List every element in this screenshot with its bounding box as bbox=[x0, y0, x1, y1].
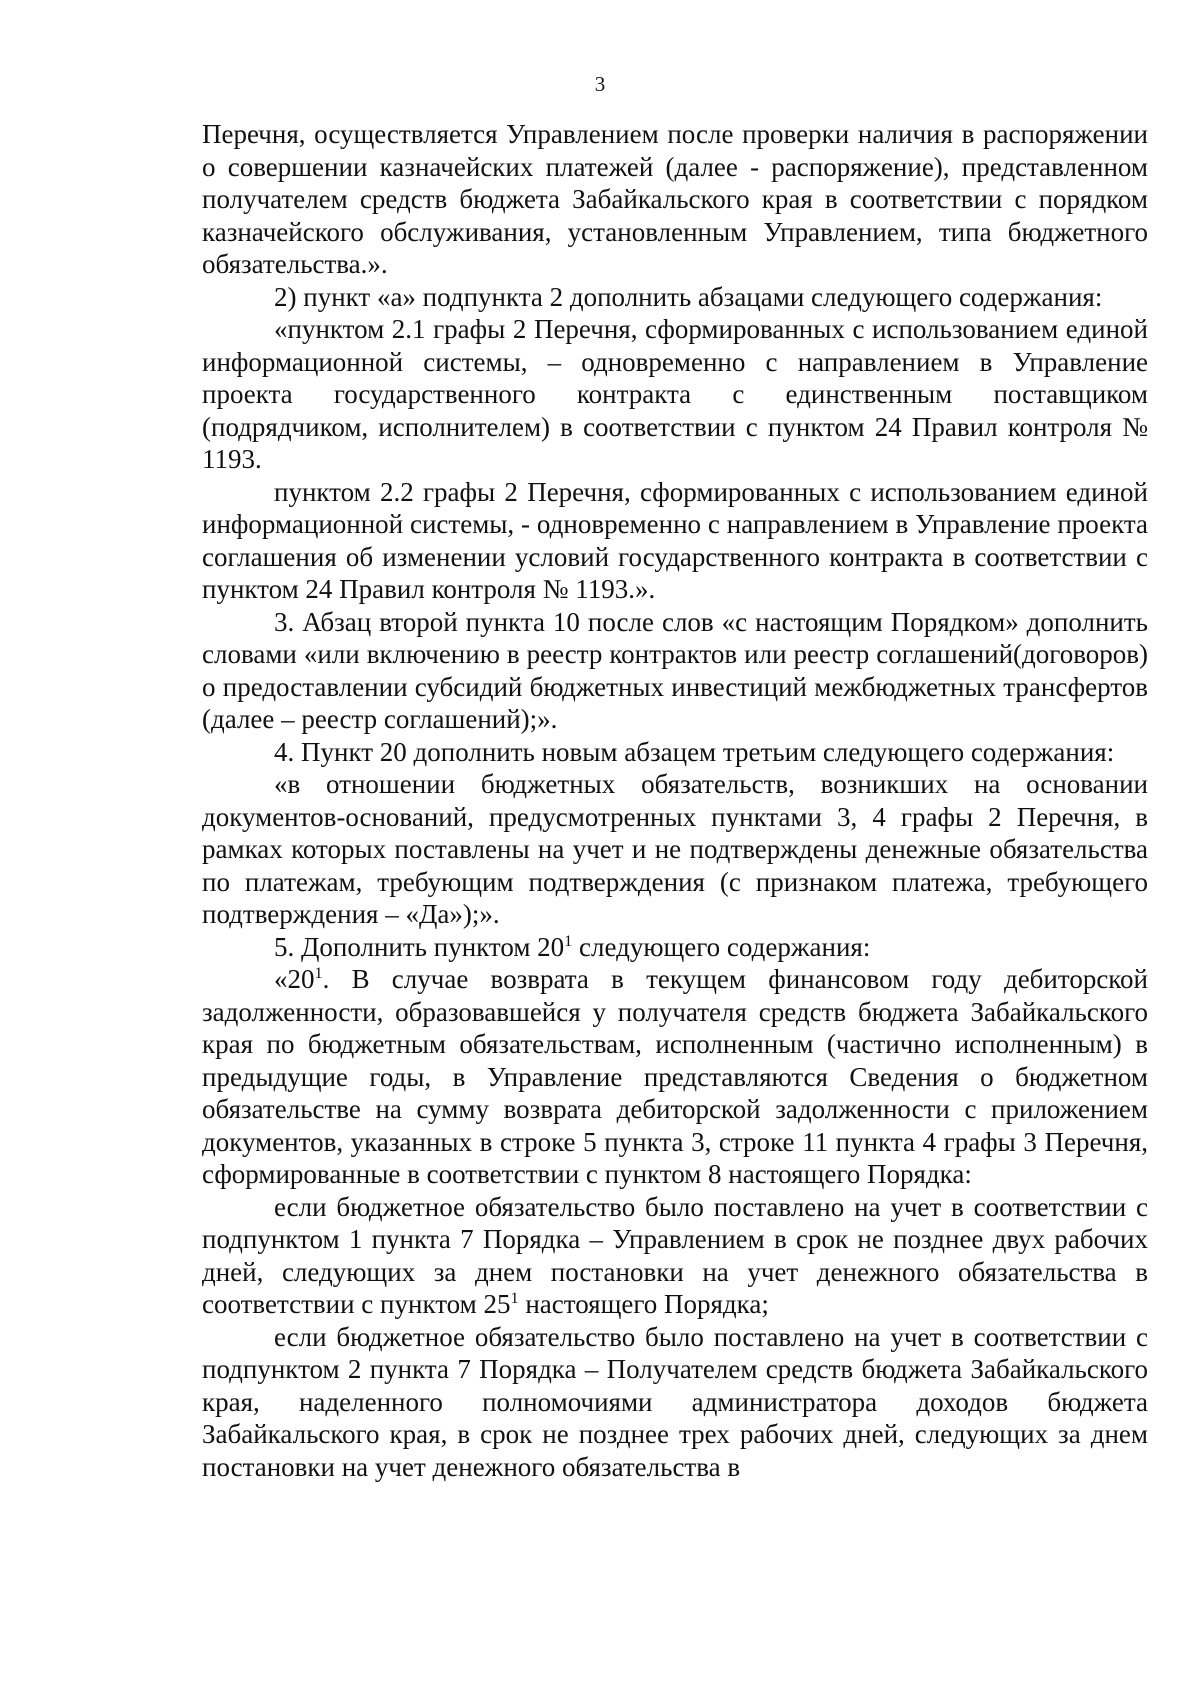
paragraph-7 bbox=[202, 768, 1148, 931]
page-number: 3 bbox=[594, 72, 606, 96]
paragraph-6 bbox=[202, 736, 1148, 769]
paragraph-1-text: Перечня, осуществляется Управлением после проверки наличия в распоряжении о совершении казначейских платежей (далее - распоряжение), представленном получателем средств бюджета Забайкальского края в соответствии с порядком казначейского обслуживания, установленным Управлением, типа бюджетного обязательства.». bbox=[202, 119, 1148, 279]
paragraph-9-text: «20 bbox=[274, 964, 315, 994]
document-body bbox=[202, 118, 1148, 1483]
paragraph-10-superscript: 1 bbox=[510, 1289, 519, 1307]
paragraph-3 bbox=[202, 313, 1148, 476]
paragraph-11-text: если бюджетное обязательство было поставлено на учет в соответствии с подпунктом 2 пункта 7 Порядка – Получателем средств бюджета Забайкальского края, наделенного полномочиями администратора доходов бюджета Забайкальского края, в срок не позднее трех рабочих дней, следующих за днем постановки на учет денежного обязательства в bbox=[202, 1321, 1148, 1482]
paragraph-4-text: пунктом 2.2 графы 2 Перечня, сформированных с использованием единой информационной системы, - одновременно с направлением в Управление проекта соглашения об изменении условий государственного контракта в соответствии с пунктом 24 Правил контроля № 1193.». bbox=[202, 476, 1148, 604]
paragraph-4 bbox=[202, 476, 1148, 606]
paragraph-10 bbox=[202, 1191, 1148, 1321]
paragraph-2 bbox=[202, 281, 1148, 314]
paragraph-8 bbox=[202, 931, 1148, 964]
paragraph-9 bbox=[202, 963, 1148, 1191]
paragraph-11 bbox=[202, 1321, 1148, 1484]
paragraph-5-text: 3. Абзац второй пункта 10 после слов «с настоящим Порядком» дополнить словами «или включению в реестр контрактов или реестр соглашений(договоров) о предоставлении субсидий бюджетных инвестиций межбюджетных трансфертов (далее – реестр соглашений);». bbox=[202, 606, 1148, 734]
paragraph-1 bbox=[202, 118, 1148, 281]
paragraph-5 bbox=[202, 606, 1148, 736]
paragraph-9-text-after: . В случае возврата в текущем финансовом году дебиторской задолженности, образовавшейся у получателя средств бюджета Забайкальского края по бюджетным обязательствам, исполненным (частично исполненным) в предыдущие годы, в Управление представляются Сведения о бюджетном обязательстве на сумму возврата дебиторской задолженности с приложением документов, указанных в строке 5 пункта 3, строке 11 пункта 4 графы 3 Перечня, сформированные в соответствии с пунктом 8 настоящего Порядка: bbox=[202, 964, 1148, 1189]
paragraph-10-text-after: настоящего Порядка; bbox=[518, 1289, 769, 1319]
paragraph-8-text: 5. Дополнить пунктом 20 bbox=[274, 931, 565, 962]
paragraph-8-superscript: 1 bbox=[564, 931, 573, 950]
paragraph-9-superscript: 1 bbox=[314, 964, 323, 982]
paragraph-10-text: если бюджетное обязательство было поставлено на учет в соответствии с подпунктом 1 пункта 7 Порядка – Управлением в срок не позднее двух рабочих дней, следующих за днем постановки на учет денежного обязательства в соответствии с пунктом 25 bbox=[202, 1191, 1148, 1319]
paragraph-2-text: 2) пункт «а» подпункта 2 дополнить абзацами следующего содержания: bbox=[274, 281, 1103, 312]
paragraph-6-text: 4. Пункт 20 дополнить новым абзацем третьим следующего содержания: bbox=[274, 736, 1115, 767]
paragraph-7-text: «в отношении бюджетных обязательств, возникших на основании документов-оснований, предусмотренных пунктами 3, 4 графы 2 Перечня, в рамках которых поставлены на учет и не подтверждены денежные обязательства по платежам, требующим подтверждения (с признаком платежа, требующего подтверждения – «Да»);». bbox=[202, 769, 1148, 929]
paragraph-8-text-after: следующего содержания: bbox=[572, 931, 871, 962]
paragraph-3-text: «пунктом 2.1 графы 2 Перечня, сформированных с использованием единой информационной системы, – одновременно с направлением в Управление проекта государственного контракта с единственным поставщиком (подрядчиком, исполнителем) в соответствии с пунктом 24 Правил контроля № 1193. bbox=[202, 314, 1148, 474]
